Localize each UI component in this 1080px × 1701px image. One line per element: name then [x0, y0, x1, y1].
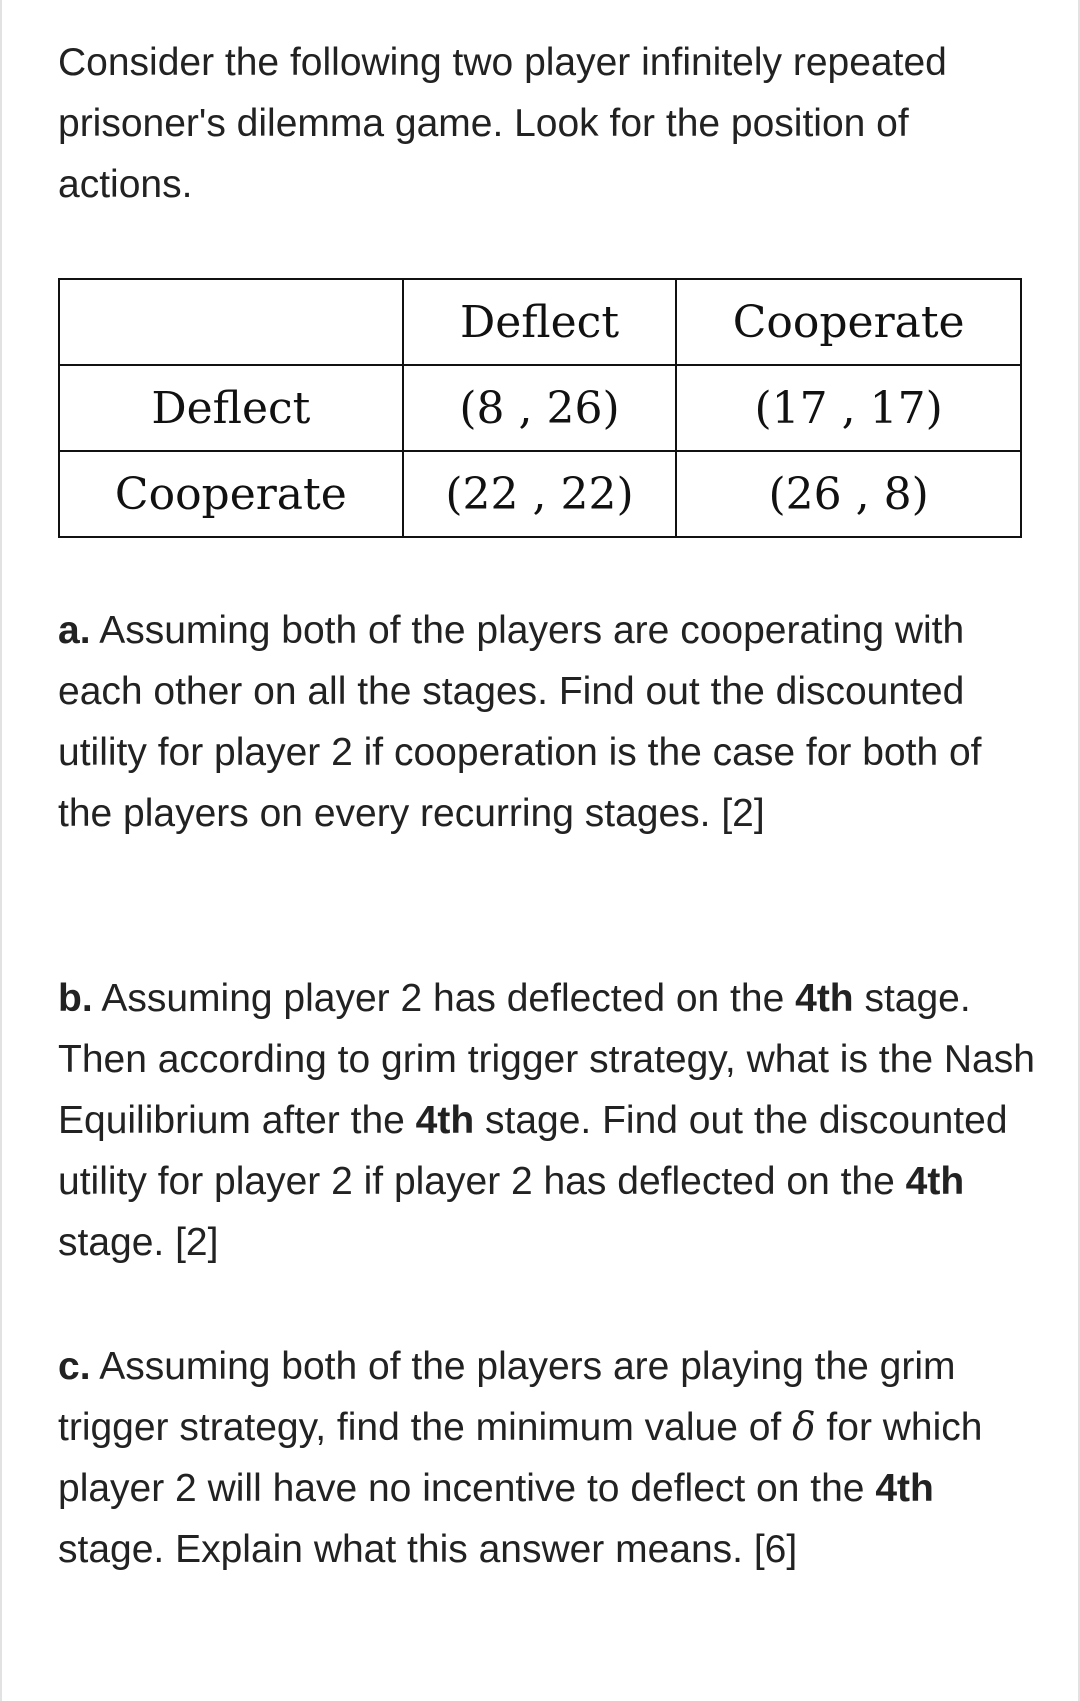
intro-paragraph: Consider the following two player infinitely repeated prisoner's dilemma game. Look for the position of actions.: [58, 41, 947, 206]
question-b-text: stage. [2]: [58, 1221, 219, 1264]
question-a: [58, 600, 1038, 844]
delta-symbol: δ: [792, 1405, 816, 1450]
stage-number: 4th: [795, 977, 854, 1020]
question-c: [58, 1336, 1038, 1580]
question-c-text: Assuming both of the players are playing the grim trigger strategy, find the minimum value of: [58, 1345, 956, 1449]
row-header-cooperate: Cooperate: [59, 451, 403, 537]
question-b-text: Assuming player 2 has deflected on the: [92, 977, 796, 1020]
payoff-cell: (17 , 17): [676, 365, 1021, 451]
row-header-deflect: Deflect: [59, 365, 403, 451]
question-c-label: c.: [58, 1345, 91, 1388]
payoff-cell: (8 , 26): [403, 365, 677, 451]
left-border: [0, 0, 2, 1701]
corner-cell: [59, 279, 403, 365]
question-a-text: Assuming both of the players are cooperating with each other on all the stages. Find out the discounted utility for player 2 if cooperation is the case for both of the players on every recurring stages. [2]: [58, 609, 982, 835]
stage-number: 4th: [415, 1099, 475, 1142]
payoff-cell: (26 , 8): [676, 451, 1021, 537]
col-header-deflect: Deflect: [403, 279, 677, 365]
payoff-cell: (22 , 22): [403, 451, 677, 537]
question-b-text: stage. Find out the discounted utility for player 2 if player 2 has deflected on the: [58, 1099, 1008, 1203]
question-a-label: a.: [58, 609, 91, 652]
stage-number: 4th: [875, 1467, 934, 1510]
question-b-text: stage. Then according to grim trigger strategy, what is the Nash Equilibrium after the: [58, 977, 1035, 1142]
col-header-cooperate: Cooperate: [676, 279, 1021, 365]
payoff-matrix: [58, 278, 1022, 538]
stage-number: 4th: [905, 1160, 965, 1203]
question-c-text: for which player 2 will have no incentive to deflect on the: [58, 1406, 983, 1510]
payoff-row-deflect: [59, 365, 1021, 451]
payoff-header-row: [59, 279, 1021, 365]
question-b-label: b.: [58, 977, 93, 1020]
question-c-text: stage. Explain what this answer means. [6]: [58, 1528, 798, 1571]
payoff-row-cooperate: [59, 451, 1021, 537]
question-b: [58, 968, 1038, 1273]
